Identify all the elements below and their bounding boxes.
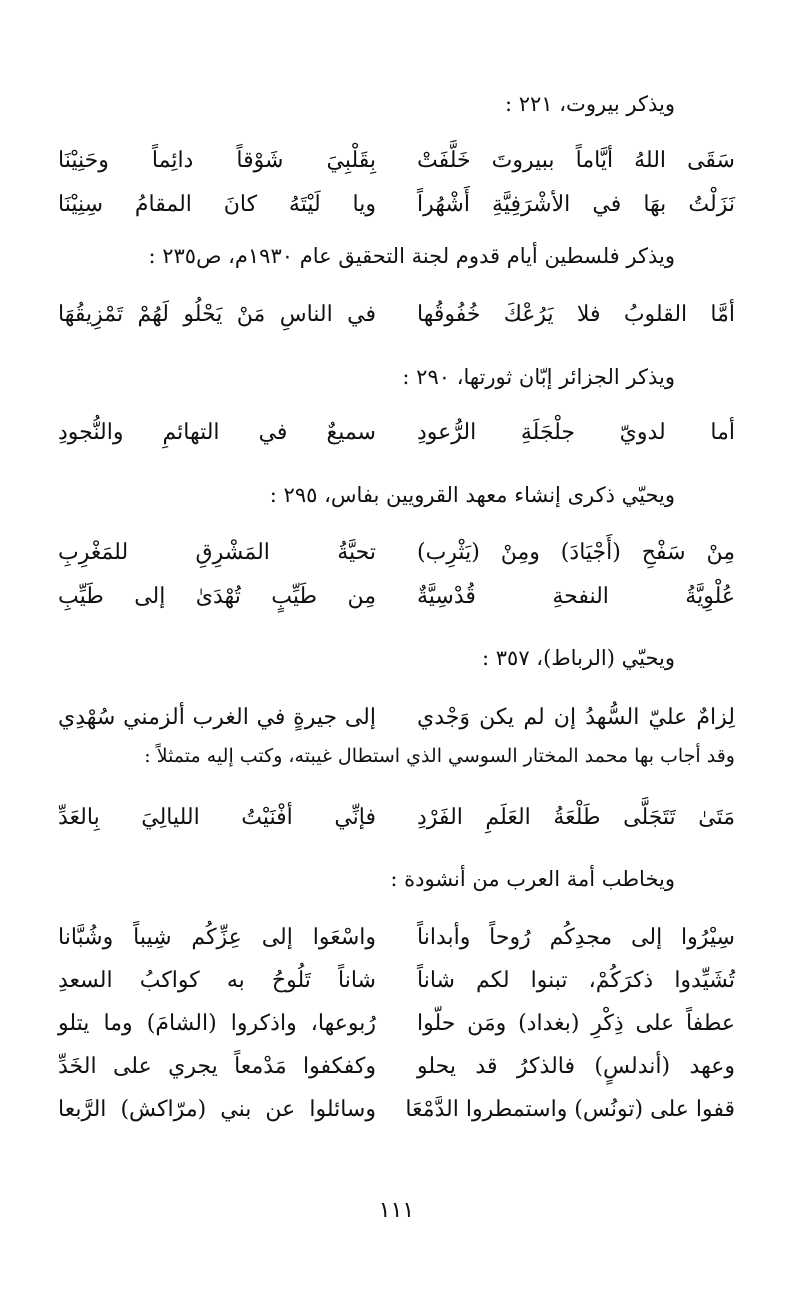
verse-first-hemistich: مِنْ سَفْحِ (أَجْيَادَ) ومِنْ (يَثْرِب) bbox=[417, 540, 735, 565]
verse-second-hemistich: بِقَلْبِيَ شَوْقاً دائِماً وحَنِيْنَا bbox=[58, 148, 376, 173]
verse-line bbox=[58, 925, 735, 950]
verse-second-hemistich: إلى جيرةٍ في الغرب ألزمني سُهْدِي bbox=[58, 705, 376, 730]
verse-second-hemistich: ويا لَيْتَهُ كانَ المقامُ سِنِيْنَا bbox=[58, 192, 376, 217]
verse-first-hemistich: وعهد (أندلسٍ) فالذكرُ قد يحلو bbox=[417, 1054, 735, 1079]
verse-line bbox=[58, 1011, 735, 1036]
verse-line bbox=[58, 192, 735, 217]
verse-first-hemistich: أما لدويّ جلْجَلَةِ الرُّعودِ bbox=[417, 420, 735, 445]
verse-first-hemistich: عُلْوِيَّةُ النفحةِ قُدْسِيَّةٌ bbox=[417, 584, 735, 609]
verse-second-hemistich: واسْعَوا إلى عِزِّكُم شِيباً وشُبَّانا bbox=[58, 925, 376, 950]
intro-qarawiyyin: ويحيّي ذكرى إنشاء معهد القرويين بفاس، ٢٩٥ : bbox=[269, 483, 675, 507]
verse-first-hemistich: تُشَيِّدوا ذكرَكُمْ، تبنوا لكم شاناً bbox=[417, 968, 735, 993]
intro-palestine: ويذكر فلسطين أيام قدوم لجنة التحقيق عام ١٩٣٠م، ص٢٣٥ : bbox=[148, 244, 675, 268]
verse-line bbox=[58, 805, 735, 830]
intro-rabat: ويحيّي (الرباط)، ٣٥٧ : bbox=[482, 646, 675, 670]
verse-line bbox=[58, 540, 735, 565]
verse-second-hemistich: فإنِّي أفْنَيْتُ الليالِيَ بِالعَدِّ bbox=[58, 805, 376, 830]
verse-line bbox=[58, 148, 735, 173]
verse-line bbox=[58, 968, 735, 993]
verse-line bbox=[58, 302, 735, 327]
verse-line bbox=[58, 1097, 735, 1122]
verse-first-hemistich: نَزَلْتُ بهَا في الأشْرَفِيَّةِ أَشْهُراً bbox=[417, 192, 735, 217]
verse-first-hemistich: مَتَىٰ تَتَجَلَّى طَلْعَةُ العَلَمِ الفَرْدِ bbox=[417, 805, 735, 830]
intro-anthem: ويخاطب أمة العرب من أنشودة : bbox=[390, 867, 675, 891]
verse-second-hemistich: شاناً تَلُوحُ به كواكبُ السعدِ bbox=[58, 968, 376, 993]
intro-beirut: ويذكر بيروت، ٢٢١ : bbox=[504, 92, 675, 116]
verse-second-hemistich: تحيَّةُ المَشْرِقِ للمَغْرِبِ bbox=[58, 540, 376, 565]
verse-first-hemistich: سَقَى اللهُ أيَّاماً ببيروتَ خَلَّفَتْ bbox=[417, 148, 735, 173]
verse-first-hemistich: أمَّا القلوبُ فلا يَرُعْكَ خُفُوقُها bbox=[417, 302, 735, 327]
intro-algeria: ويذكر الجزائر إبّان ثورتها، ٢٩٠ : bbox=[402, 365, 675, 389]
verse-second-hemistich: في الناسِ مَنْ يَحْلُو لَهُمْ تَمْزِيقُهَا bbox=[58, 302, 376, 327]
page-number: ١١١ bbox=[378, 1198, 415, 1223]
verse-first-hemistich: قفوا على (تونُس) واستمطروا الدَّمْعَا bbox=[405, 1097, 735, 1122]
reply-note: وقد أجاب بها محمد المختار السوسي الذي استطال غيبته، وكتب إليه متمثلاً : bbox=[144, 745, 735, 767]
verse-first-hemistich: سِيْرُوا إلى مجدِكُم رُوحاً وأبداناً bbox=[417, 925, 735, 950]
verse-second-hemistich: سميعٌ في التهائمِ والنُّجودِ bbox=[58, 420, 376, 445]
verse-line bbox=[58, 420, 735, 445]
verse-second-hemistich: مِن طَيِّبٍ تُهْدَىٰ إلى طَيِّبِ bbox=[58, 584, 376, 609]
verse-second-hemistich: وسائلوا عن بني (مرّاكش) الرَّبعا bbox=[58, 1097, 376, 1122]
verse-line bbox=[58, 584, 735, 609]
verse-first-hemistich: لِزامٌ عليّ السُّهدُ إن لم يكن وَجْدي bbox=[417, 705, 735, 730]
verse-second-hemistich: رُبوعها، واذكروا (الشامَ) وما يتلو bbox=[58, 1011, 376, 1036]
verse-line bbox=[58, 1054, 735, 1079]
verse-first-hemistich: عطفاً على ذِكْرِ (بغداد) ومَن حلّوا bbox=[417, 1011, 735, 1036]
verse-second-hemistich: وكفكفوا مَدْمعاً يجري على الخَدِّ bbox=[58, 1054, 376, 1079]
verse-line bbox=[58, 705, 735, 730]
